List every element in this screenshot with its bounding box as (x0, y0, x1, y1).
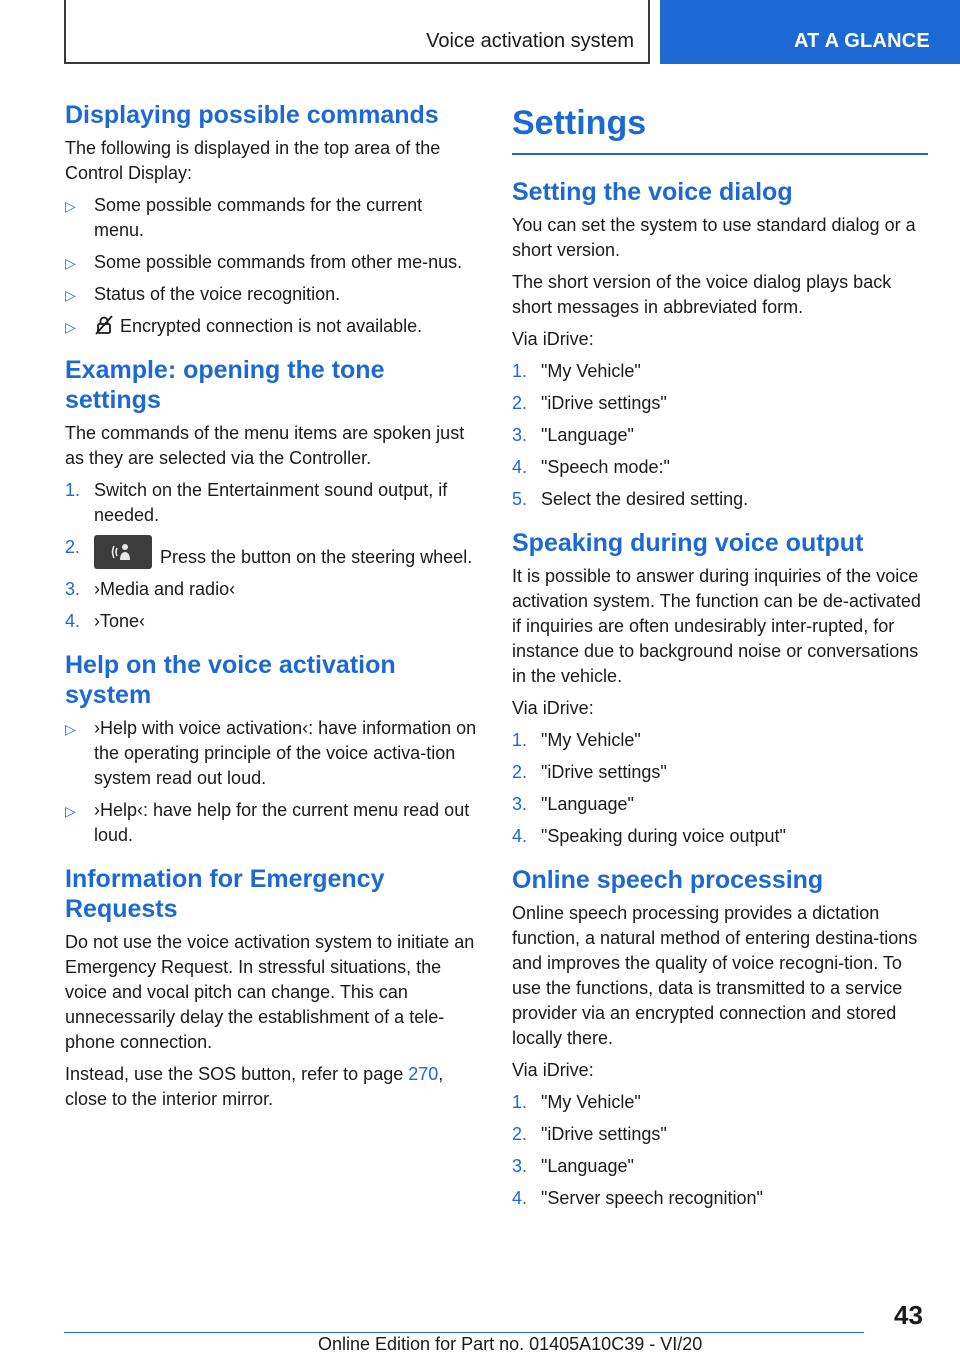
list-item: 3. "Language" (512, 794, 634, 814)
list-item: 4. "Speaking during voice output" (512, 826, 786, 846)
list-item: 2. "iDrive settings" (512, 762, 667, 782)
heading-displaying-commands: Displaying possible commands (65, 101, 439, 129)
list-item: ▷ Status of the voice recognition. (65, 282, 477, 307)
list-item: 4. ›Tone‹ (65, 611, 146, 631)
triangle-right-icon: ▷ (65, 198, 76, 214)
crossed-lock-icon (94, 315, 114, 335)
list-item: 5. Select the desired setting. (512, 489, 749, 509)
heading-help-voice: Help on the voice activation system (65, 651, 396, 709)
heading-speaking: Speaking during voice output (512, 529, 864, 557)
list-item: 3. "Language" (512, 425, 634, 445)
triangle-right-icon: ▷ (65, 721, 76, 737)
paragraph: Via iDrive: (512, 329, 594, 349)
paragraph: Online speech processing provides a dictation function, a natural method of entering destina‐tions and improves the quality of voice recogni‐tion. To use the functions, data is transmitted to a service provider via an encrypted connection and stored locally there. (512, 903, 918, 1048)
right-column (512, 100, 928, 1218)
triangle-right-icon: ▷ (65, 803, 76, 819)
bullet-list (65, 193, 477, 339)
list-item: ▷ Some possible commands from other me‐nus. (65, 250, 477, 275)
paragraph: Instead, use the SOS button, refer to page 270, close to the interior mirror. (65, 1064, 444, 1109)
chapter-label: AT A GLANCE (794, 30, 930, 52)
numbered-list (512, 359, 928, 512)
numbered-list (512, 1090, 928, 1211)
list-item: ▷ ›Help‹: have help for the current menu read out loud. (65, 800, 470, 845)
paragraph: Via iDrive: (512, 1060, 594, 1080)
running-header (64, 0, 650, 64)
paragraph: Via iDrive: (512, 698, 594, 718)
triangle-right-icon: ▷ (65, 319, 76, 335)
paragraph: You can set the system to use standard dialog or a short version. (512, 215, 916, 260)
list-item: 3. "Language" (512, 1156, 634, 1176)
list-item: 2. "iDrive settings" (512, 1124, 667, 1144)
page-number: 43 (894, 1300, 923, 1330)
voice-command-button-icon (94, 535, 152, 569)
list-item: 2. "iDrive settings" (512, 393, 667, 413)
left-column (65, 100, 477, 1119)
list-item: 1. Switch on the Entertainment sound output, if needed. (65, 480, 448, 525)
chapter-tab[interactable] (660, 0, 960, 64)
bullet-list (65, 716, 477, 848)
list-item: 1. "My Vehicle" (512, 361, 641, 381)
heading-online-speech: Online speech processing (512, 866, 824, 894)
heading-tone-settings: Example: opening the tone settings (65, 356, 385, 414)
list-item: 4. "Speech mode:" (512, 457, 670, 477)
numbered-list (512, 728, 928, 849)
page-reference-link[interactable]: 270 (408, 1064, 439, 1084)
list-item: 1. "My Vehicle" (512, 1092, 641, 1112)
paragraph: Do not use the voice activation system to initiate an Emergency Request. In stressful situations, the voice and vocal pitch can change. This can unnecessarily delay the establishment of a tele‐phone connection. (65, 932, 475, 1052)
paragraph: It is possible to answer during inquiries of the voice activation system. The function can be de‐activated if inquiries are often undesirably inter‐rupted, for instance due to background noise or conversations in the vehicle. (512, 566, 921, 686)
section-title: Settings (512, 104, 928, 155)
list-item: 3. ›Media and radio‹ (65, 579, 236, 599)
list-item: ▷ ›Help with voice activation‹: have information on the operating principle of the voice activa‐tion system read out loud. (65, 718, 477, 788)
list-item: 2. Press the button on the steering wheel. (65, 537, 473, 567)
list-item: ▷ Encrypted connection is not available. (65, 314, 477, 339)
paragraph: The following is displayed in the top area of the Control Display: (65, 138, 441, 183)
numbered-list (65, 478, 477, 634)
footer-edition: Online Edition for Part no. 01405A10C39 - VI/20 (318, 1334, 703, 1354)
header-title: Voice activation system (426, 30, 634, 52)
footer-divider (64, 1332, 864, 1333)
heading-emergency: Information for Emergency Requests (65, 865, 385, 923)
heading-voice-dialog: Setting the voice dialog (512, 178, 793, 206)
list-item: 1. "My Vehicle" (512, 730, 641, 750)
list-item: 4. "Server speech recognition" (512, 1188, 763, 1208)
triangle-right-icon: ▷ (65, 255, 76, 271)
triangle-right-icon: ▷ (65, 287, 76, 303)
paragraph: The commands of the menu items are spoken just as they are selected via the Controller. (65, 423, 465, 468)
paragraph: The short version of the voice dialog plays back short messages in abbreviated form. (512, 272, 892, 317)
list-item: ▷ Some possible commands for the current menu. (65, 195, 423, 240)
